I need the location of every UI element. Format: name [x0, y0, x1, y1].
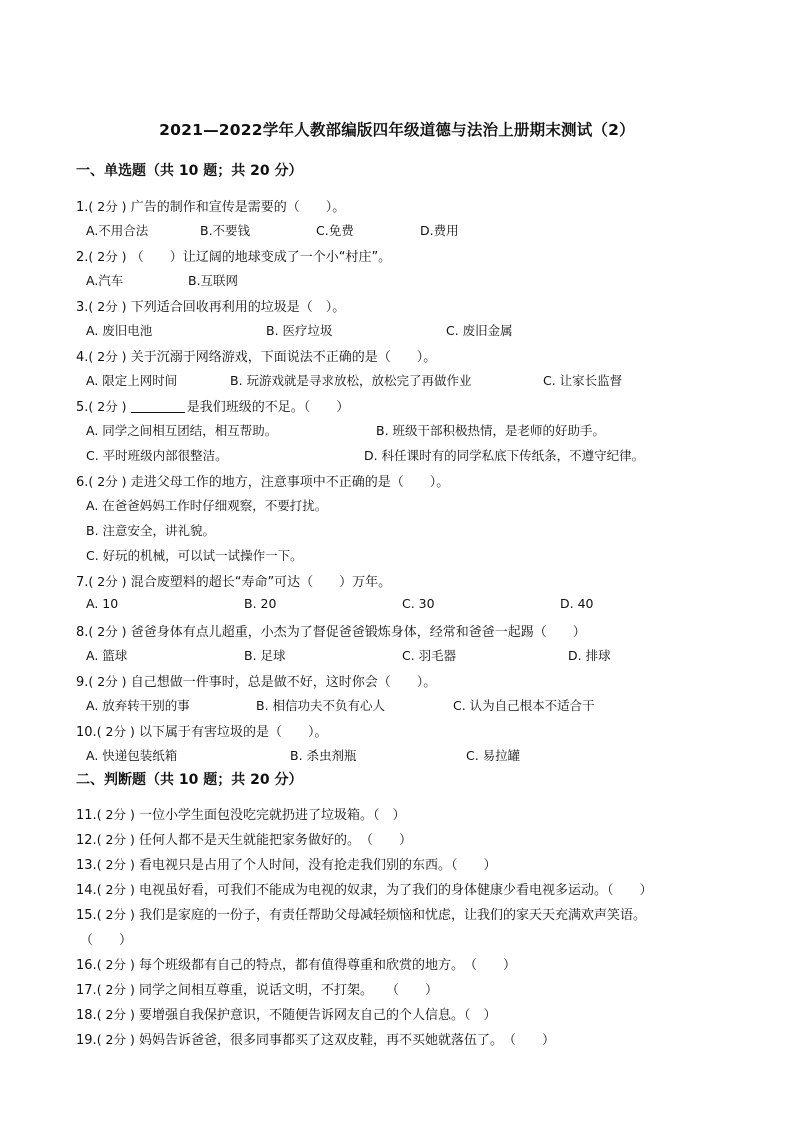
question-number: 5.	[76, 400, 89, 415]
question-score: ( 2分 )	[96, 907, 135, 922]
question-stem: 同学之间相互尊重，说话文明，不打架。 （ ）	[138, 983, 438, 998]
question-score: ( 2分 )	[96, 1032, 135, 1047]
question-stem: 以下属于有害垃圾的是（ ）。	[138, 725, 328, 740]
question-stem: 混合废塑料的超长“寿命”可达（ ）万年。	[130, 575, 392, 590]
option-b: B. 20	[244, 596, 277, 611]
option-a: A. 在爸爸妈妈工作时仔细观察，不要打扰。	[86, 498, 328, 513]
question-stem: 任何人都不是天生就能把家务做好的。 （ ）	[138, 833, 412, 848]
option-d: D. 科任课时有的同学私底下传纸条，不遵守纪律。	[364, 448, 645, 463]
question-number: 18.	[76, 1008, 97, 1023]
question-score: ( 2分 )	[96, 857, 135, 872]
question-number: 3.	[76, 300, 89, 315]
question-15	[76, 904, 646, 923]
option-b: B. 相信功夫不负有心人	[256, 698, 386, 713]
question-stem: 一位小学生面包没吃完就扔进了垃圾箱。（ ）	[138, 808, 406, 823]
question-number: 1.	[76, 200, 89, 215]
question-1	[76, 196, 345, 215]
question-stem: 关于沉溺于网络游戏，下面说法不正确的是（ ）。	[130, 350, 437, 365]
option-b: B. 医疗垃圾	[266, 323, 333, 338]
page-title: 2021—2022学年人教部编版四年级道德与法治上册期末测试（2）	[159, 121, 635, 139]
option-d: D.费用	[420, 223, 459, 238]
question-2	[76, 246, 391, 265]
question-stem: 每个班级都有自己的特点，都有值得尊重和欣赏的地方。 （ ）	[138, 958, 516, 973]
question-16	[76, 954, 516, 973]
option-a: A. 限定上网时间	[86, 373, 178, 388]
option-a: A. 篮球	[86, 648, 128, 663]
question-18	[76, 1004, 497, 1023]
question-score: ( 2分 )	[88, 474, 127, 489]
question-score: ( 2分 )	[88, 199, 127, 214]
question-number: 12.	[76, 833, 97, 848]
option-a: A. 放弃转干别的事	[86, 698, 190, 713]
question-11	[76, 804, 406, 823]
question-score: ( 2分 )	[96, 957, 135, 972]
option-c: C. 30	[402, 596, 435, 611]
option-b: B.互联网	[188, 273, 239, 288]
question-score: ( 2分 )	[96, 724, 135, 739]
question-score: ( 2分 )	[88, 399, 127, 414]
question-stem: 电视虽好看，可我们不能成为电视的奴隶，为了我们的身体健康少看电视多运动。（ ）	[138, 883, 653, 898]
option-a: A. 10	[86, 596, 119, 611]
question-number: 16.	[76, 958, 97, 973]
question-score: ( 2分 )	[88, 624, 127, 639]
question-stem: 要增强自我保护意识，不随便告诉网友自己的个人信息。（ ）	[138, 1008, 497, 1023]
question-number: 4.	[76, 350, 89, 365]
question-5	[76, 396, 349, 415]
question-score: ( 2分 )	[96, 982, 135, 997]
question-number: 9.	[76, 675, 89, 690]
question-number: 15.	[76, 908, 97, 923]
fill-blank	[131, 400, 185, 413]
question-number: 7.	[76, 575, 89, 590]
question-number: 19.	[76, 1033, 97, 1048]
option-c: C. 好玩的机械，可以试一试操作一下。	[86, 548, 303, 563]
option-b: B. 注意安全，讲礼貌。	[86, 523, 216, 538]
question-4	[76, 346, 436, 365]
option-c: C. 羽毛器	[402, 648, 457, 663]
question-score: ( 2分 )	[88, 349, 127, 364]
option-d: D. 排球	[568, 648, 611, 663]
question-score: ( 2分 )	[88, 299, 127, 314]
section-heading-judgment: 二、判断题（共 10 题；共 20 分）	[76, 772, 303, 788]
option-a: A. 同学之间相互团结，相互帮助。	[86, 423, 278, 438]
question-3	[76, 296, 345, 315]
answer-bracket: （ ）	[80, 933, 133, 948]
option-b: B.不要钱	[200, 223, 251, 238]
question-stem: 是我们班级的不足。（ ）	[186, 400, 350, 415]
question-stem: 看电视只是占用了个人时间，没有抢走我们别的东西。（ ）	[138, 858, 497, 873]
option-b: B. 足球	[244, 648, 286, 663]
question-13	[76, 854, 497, 873]
option-c: C. 让家长监督	[543, 373, 623, 388]
option-c: C.免费	[316, 223, 354, 238]
section-heading-single-choice: 一、单选题（共 10 题；共 20 分）	[76, 163, 303, 179]
option-c: C. 易拉罐	[466, 748, 521, 763]
question-score: ( 2分 )	[96, 1007, 135, 1022]
option-a: A.不用合法	[86, 223, 149, 238]
question-stem: 妈妈告诉爸爸，很多同事都买了这双皮鞋，再不买她就落伍了。 （ ）	[138, 1033, 555, 1048]
option-a: A. 快递包装纸箱	[86, 748, 178, 763]
question-score: ( 2分 )	[96, 882, 135, 897]
question-score: ( 2分 )	[88, 674, 127, 689]
question-number: 8.	[76, 625, 89, 640]
question-17	[76, 979, 438, 998]
option-a: A.汽车	[86, 273, 124, 288]
question-10	[76, 721, 328, 740]
option-c: C. 认为自己根本不适合干	[453, 698, 595, 713]
question-7	[76, 571, 391, 590]
question-score: ( 2分 )	[88, 574, 127, 589]
question-6	[76, 471, 449, 490]
option-b: B. 班级干部积极热情，是老师的好助手。	[376, 423, 606, 438]
option-a: A. 废旧电池	[86, 323, 153, 338]
question-8	[76, 621, 586, 640]
option-c: C. 废旧金属	[446, 323, 513, 338]
question-9	[76, 671, 436, 690]
question-stem: 我们是家庭的一份子，有责任帮助父母减轻烦恼和忧虑，让我们的家天天充满欢声笑语。	[138, 908, 646, 923]
question-stem: （ ）让辽阔的地球变成了一个小“村庄”。	[130, 250, 392, 265]
question-number: 13.	[76, 858, 97, 873]
question-number: 10.	[76, 725, 97, 740]
option-d: D. 40	[560, 596, 594, 611]
question-19	[76, 1029, 555, 1048]
question-number: 11.	[76, 808, 97, 823]
question-stem: 广告的制作和宣传是需要的（ ）。	[130, 200, 346, 215]
option-b: B. 杀虫剂瓶	[290, 748, 357, 763]
question-stem: 下列适合回收再利用的垃圾是（ ）。	[130, 300, 346, 315]
question-score: ( 2分 )	[96, 832, 135, 847]
question-number: 2.	[76, 250, 89, 265]
question-stem: 走进父母工作的地方，注意事项中不正确的是（ ）。	[130, 475, 450, 490]
question-12	[76, 829, 412, 848]
question-stem: 爸爸身体有点儿超重，小杰为了督促爸爸锻炼身体，经常和爸爸一起踢（ ）	[130, 625, 586, 640]
question-score: ( 2分 )	[96, 807, 135, 822]
question-number: 6.	[76, 475, 89, 490]
option-c: C. 平时班级内部很整洁。	[86, 448, 228, 463]
option-b: B. 玩游戏就是寻求放松，放松完了再做作业	[230, 373, 472, 388]
question-stem: 自己想做一件事时，总是做不好，这时你会（ ）。	[130, 675, 437, 690]
question-number: 17.	[76, 983, 97, 998]
question-score: ( 2分 )	[88, 249, 127, 264]
question-number: 14.	[76, 883, 97, 898]
question-14	[76, 879, 653, 898]
